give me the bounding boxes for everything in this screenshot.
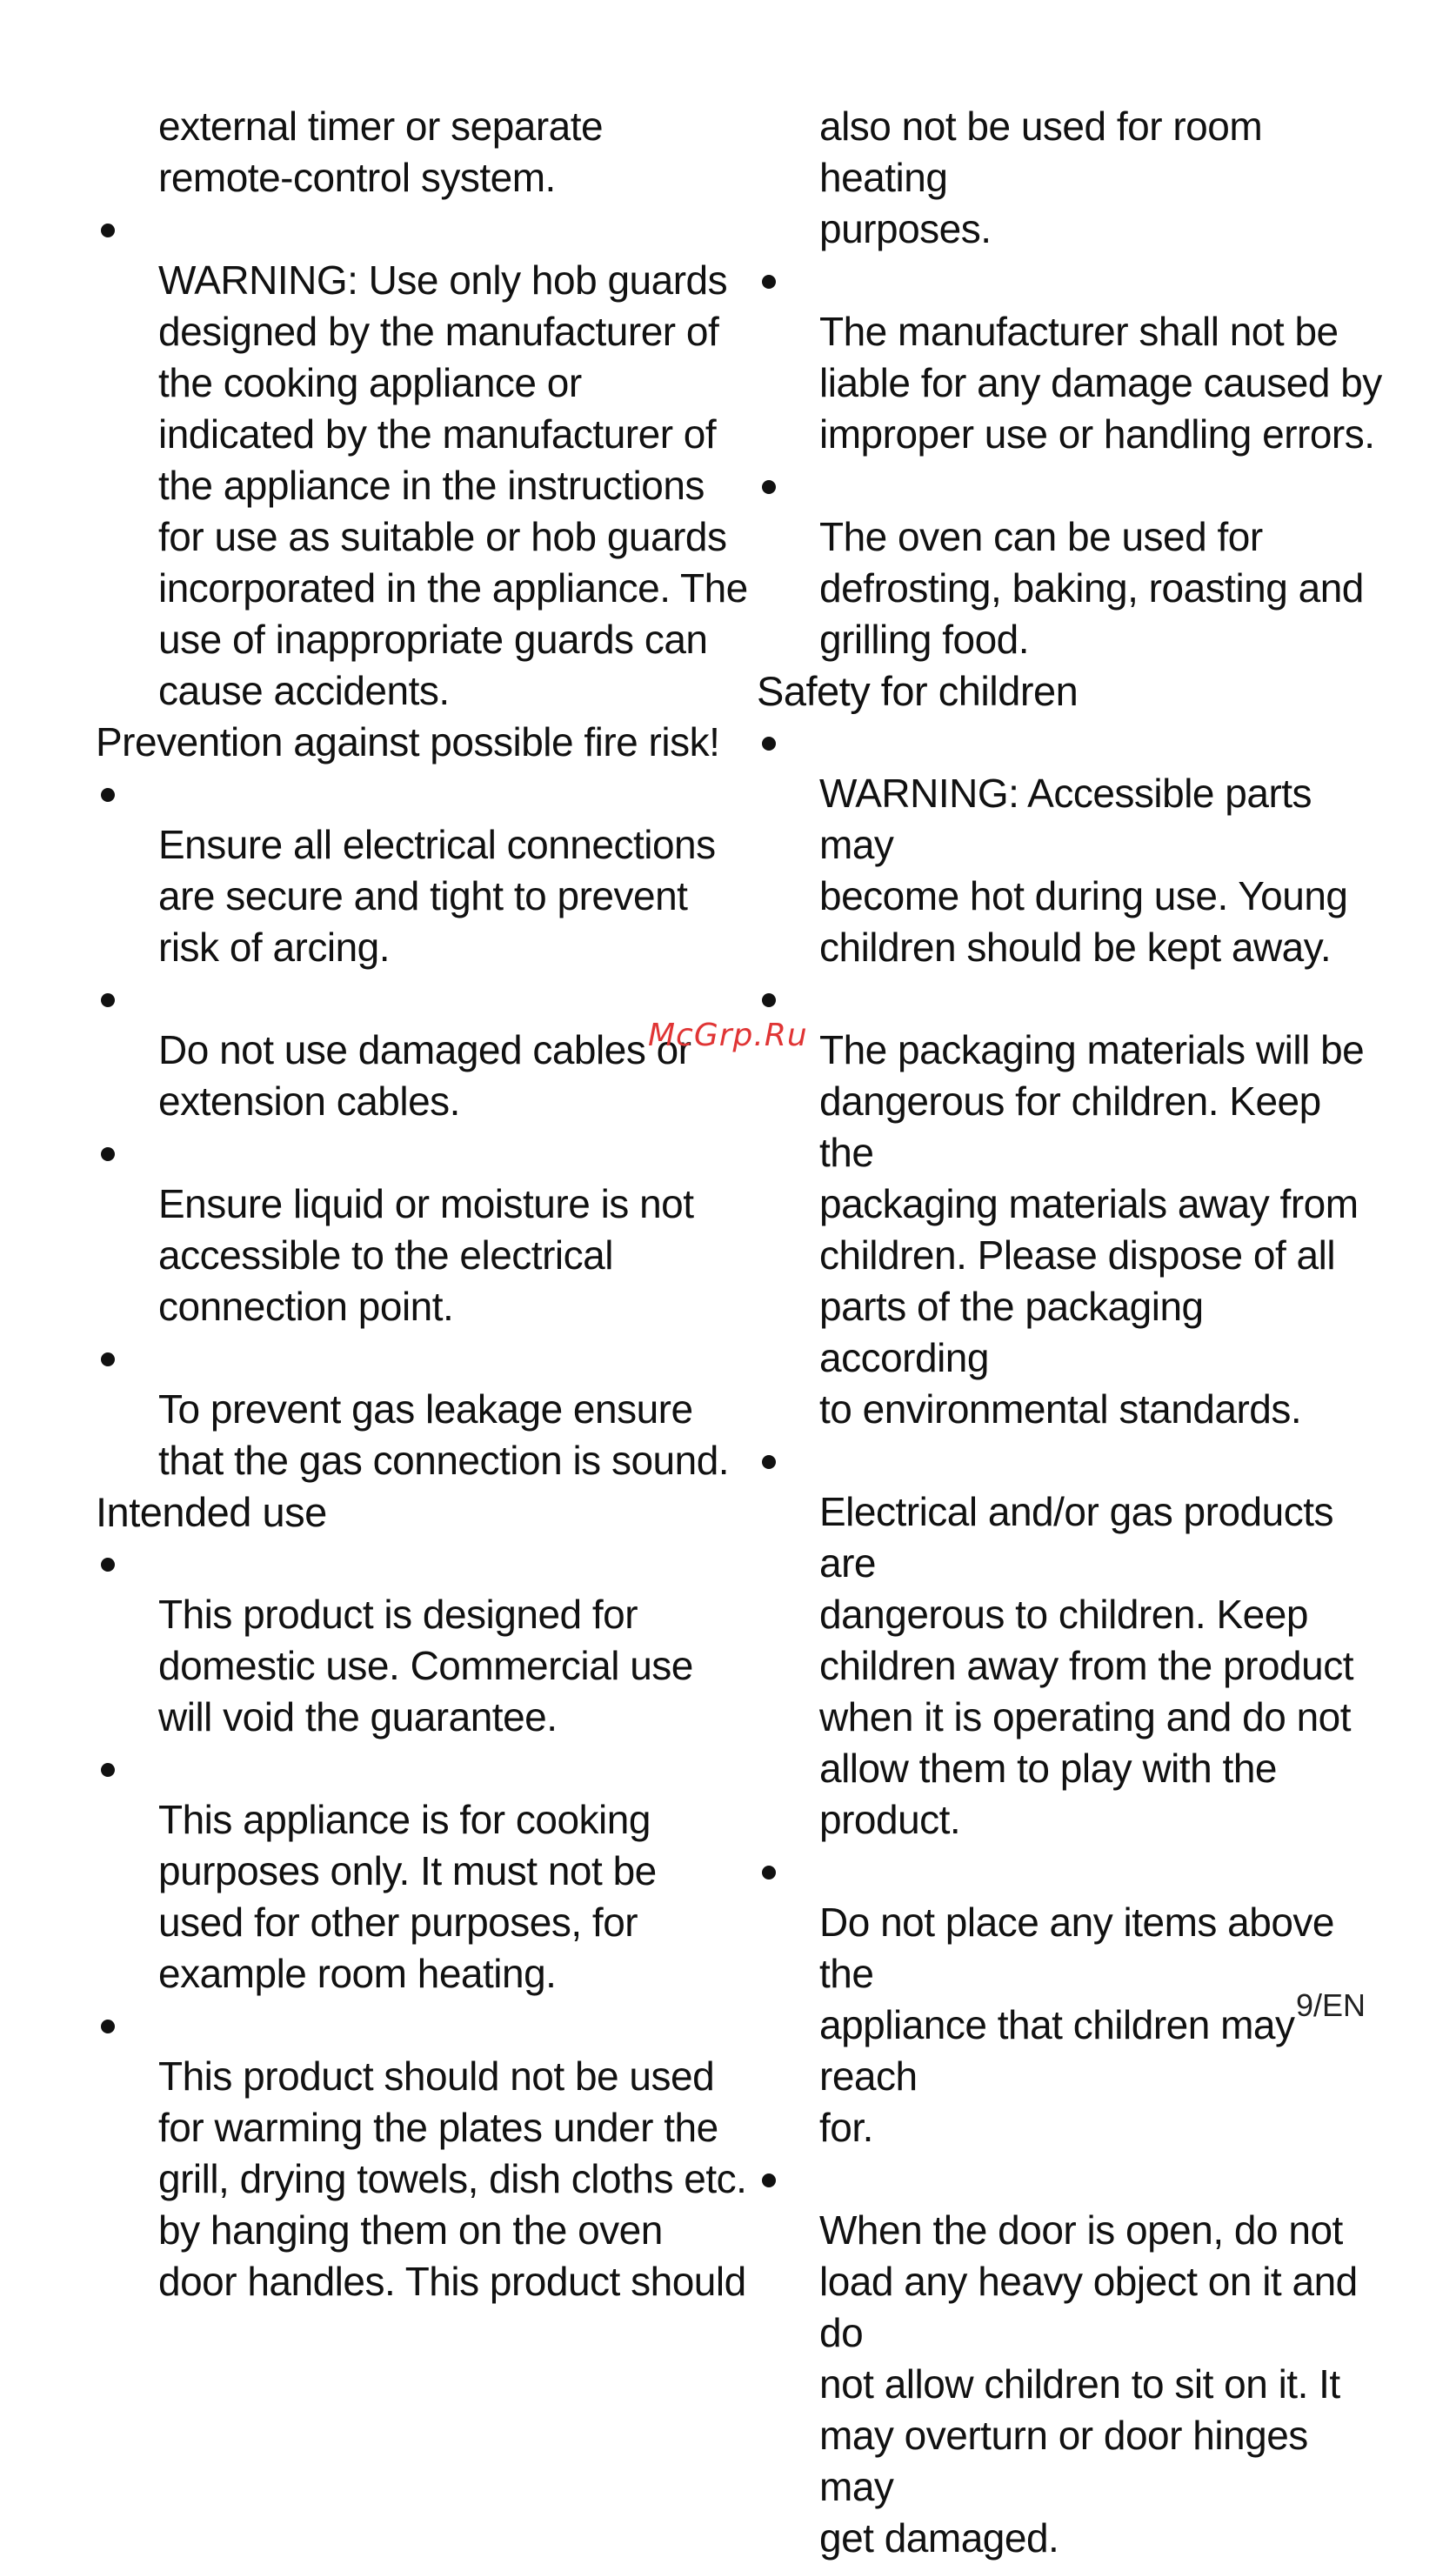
safety-children-heading: Safety for children [757, 668, 1079, 714]
fire-risk-bullets [96, 768, 757, 1486]
list-item-text: The packaging materials will be dangerous for children. Keep the packaging materials away from children. Please dispose of all parts of the packaging according to environmental standards. [819, 1027, 1365, 1432]
bullet-dot-icon [762, 1455, 776, 1469]
list-item-text: The oven can be used for defrosting, baking, roasting and grilling food. [819, 514, 1364, 662]
list-item [96, 1127, 757, 1332]
list-item-text: WARNING: Use only hob guards designed by the manufacturer of the cooking appliance or indicated by the manufacturer of the appliance in the instructions for use as suitable or hob guards incorporated in the appliance. The use of inappropriate guards can cause accidents. [158, 257, 748, 713]
list-item-text: This appliance is for cooking purposes only. It must not be used for other purposes, for example room heating. [158, 1797, 657, 1996]
list-item-text: The manufacturer shall not be liable for any damage caused by improper use or handling errors. [819, 309, 1382, 457]
safety-children-bullets [757, 717, 1383, 2564]
list-item [757, 2153, 1383, 2564]
list-item-text: Ensure all electrical connections are secure and tight to prevent risk of arcing. [158, 822, 716, 970]
list-item-text: WARNING: Accessible parts may become hot during use. Young children should be kept away. [819, 771, 1348, 970]
bullet-dot-icon [101, 1147, 115, 1161]
list-item [757, 460, 1383, 665]
list-item [757, 717, 1383, 973]
bullet-dot-icon [101, 1352, 115, 1366]
intended-use-heading: Intended use [96, 1489, 327, 1535]
bullet-dot-icon [762, 1866, 776, 1880]
list-item-text: This product should not be used for warming the plates under the grill, drying towels, dish cloths etc. by hanging them on the oven door handles. This product should [158, 2053, 747, 2304]
list-item [96, 2000, 757, 2307]
bullet-dot-icon [762, 275, 776, 289]
list-item [96, 1332, 757, 1486]
list-item [96, 1538, 757, 1743]
list-item [96, 1743, 757, 2000]
bullet-dot-icon [101, 1558, 115, 1572]
bullet-dot-icon [762, 737, 776, 751]
list-item-text: Do not use damaged cables or extension cables. [158, 1027, 691, 1124]
right-continuation-text: also not be used for room heating purposes. [819, 103, 1263, 251]
list-item [757, 1846, 1383, 2153]
list-item-text: This product is designed for domestic use. Commercial use will void the guarantee. [158, 1592, 693, 1739]
list-item-text: Do not place any items above the appliance that children may reach for. [819, 1900, 1335, 2150]
left-bullets-a [96, 204, 757, 717]
page-number: 9/EN [1295, 1987, 1366, 2023]
watermark-text: McGrp.Ru [648, 1018, 808, 1053]
bullet-dot-icon [101, 1763, 115, 1777]
bullet-dot-icon [101, 993, 115, 1007]
bullet-dot-icon [762, 480, 776, 494]
left-continuation-text: external timer or separate remote-control system. [158, 103, 604, 200]
list-item-text: Ensure liquid or moisture is not accessible to the electrical connection point. [158, 1181, 694, 1329]
list-item [757, 1435, 1383, 1846]
right-bullets-a [757, 255, 1383, 665]
bullet-dot-icon [762, 993, 776, 1007]
left-column [96, 101, 757, 2307]
bullet-dot-icon [101, 224, 115, 237]
intended-use-bullets [96, 1538, 757, 2307]
list-item [96, 204, 757, 717]
list-item-text: When the door is open, do not load any heavy object on it and do not allow children to sit on it. It may overturn or door hinges may get damaged. [819, 2207, 1358, 2561]
list-item-text: Electrical and/or gas products are dangerous to children. Keep children away from the product when it is operating and do not allow them to play with the product. [819, 1489, 1353, 1842]
fire-risk-heading: Prevention against possible fire risk! [96, 719, 720, 765]
list-item [757, 973, 1383, 1435]
list-item [96, 768, 757, 973]
list-item-text: To prevent gas leakage ensure that the gas connection is sound. [158, 1386, 730, 1483]
bullet-dot-icon [101, 788, 115, 802]
right-column [757, 101, 1383, 2564]
bullet-dot-icon [101, 2020, 115, 2033]
bullet-dot-icon [762, 2173, 776, 2187]
list-item [757, 255, 1383, 460]
